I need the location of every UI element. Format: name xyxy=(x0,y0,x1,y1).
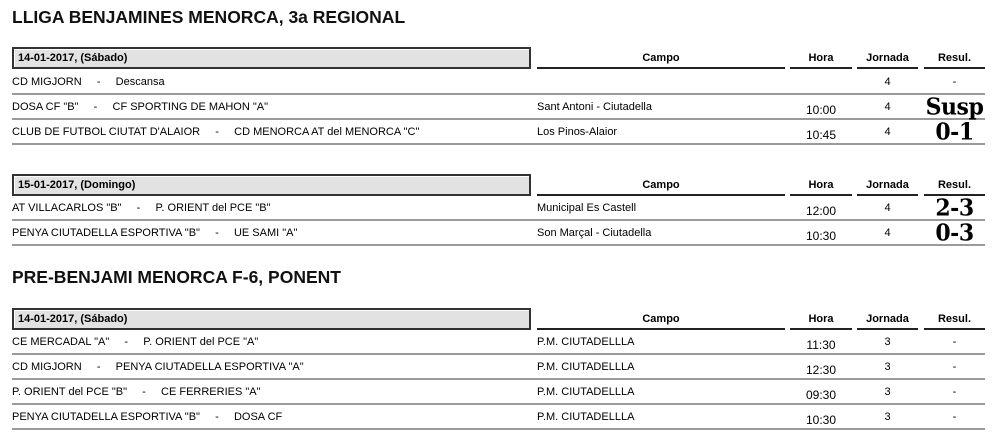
separator: - xyxy=(96,76,101,88)
competition-title: LLIGA BENJAMINES MENORCA, 3a REGIONAL xyxy=(12,7,406,27)
home-team: AT VILLACARLOS "B" xyxy=(12,202,122,214)
match-round: 4 xyxy=(884,227,891,239)
away-team: DOSA CF xyxy=(233,411,283,423)
separator: - xyxy=(124,336,129,348)
match-result: - xyxy=(952,361,957,373)
match-teams xyxy=(12,126,419,138)
day-header xyxy=(0,308,1000,330)
match-row xyxy=(12,70,985,95)
away-team: P. ORIENT del PCE "B" xyxy=(155,202,271,214)
match-time: 10:30 xyxy=(805,413,837,427)
match-time: 10:45 xyxy=(805,128,837,142)
match-teams xyxy=(12,76,165,88)
match-result: - xyxy=(952,411,957,423)
date-label: 14-01-2017, (Sábado) xyxy=(12,308,531,330)
away-team: CE FERRERIES "A" xyxy=(161,386,261,398)
home-team: PENYA CIUTADELLA ESPORTIVA "B" xyxy=(12,227,200,239)
match-time: 10:00 xyxy=(805,103,837,117)
match-field: Municipal Es Castell xyxy=(537,202,637,214)
match-round: 3 xyxy=(884,336,891,348)
match-result: 0-1 xyxy=(935,118,974,146)
match-teams xyxy=(12,386,261,398)
match-field: P.M. CIUTADELLLA xyxy=(537,336,635,348)
match-row xyxy=(12,330,985,355)
match-round: 3 xyxy=(884,386,891,398)
competition-title: PRE-BENJAMI MENORCA F-6, PONENT xyxy=(12,267,341,287)
match-row xyxy=(12,221,985,246)
match-teams xyxy=(12,411,282,423)
home-team: DOSA CF "B" xyxy=(12,101,79,113)
column-header-jornada: Jornada xyxy=(857,47,918,69)
column-header-result: Resul. xyxy=(924,308,985,330)
match-row xyxy=(12,355,985,380)
home-team: PENYA CIUTADELLA ESPORTIVA "B" xyxy=(12,411,200,423)
home-team: CD MIGJORN xyxy=(12,361,82,373)
match-time: 12:30 xyxy=(805,363,837,377)
match-result: - xyxy=(952,336,957,348)
match-row xyxy=(12,95,985,120)
match-round: 4 xyxy=(884,202,891,214)
home-team: P. ORIENT del PCE "B" xyxy=(12,386,128,398)
match-time: 10:30 xyxy=(805,229,837,243)
match-row xyxy=(12,120,985,145)
match-teams xyxy=(12,202,271,214)
match-row xyxy=(12,405,985,430)
away-team: CD MENORCA AT del MENORCA "C" xyxy=(234,126,420,138)
column-header-jornada: Jornada xyxy=(857,174,918,196)
match-round: 4 xyxy=(884,76,891,88)
match-field: Sant Antoni - Ciutadella xyxy=(537,101,652,113)
match-field: P.M. CIUTADELLLA xyxy=(537,386,635,398)
separator: - xyxy=(142,386,146,398)
away-team: Descansa xyxy=(115,76,165,88)
separator: - xyxy=(136,202,141,214)
column-header-jornada: Jornada xyxy=(857,308,918,330)
separator: - xyxy=(215,227,219,239)
away-team: PENYA CIUTADELLA ESPORTIVA "A" xyxy=(115,361,304,373)
match-row xyxy=(12,380,985,405)
match-field: Son Marçal - Ciutadella xyxy=(537,227,652,239)
away-team: CF SPORTING DE MAHON "A" xyxy=(112,101,269,113)
column-header-hora: Hora xyxy=(790,308,852,330)
match-round: 4 xyxy=(884,101,891,113)
match-field: P.M. CIUTADELLLA xyxy=(537,361,635,373)
match-teams xyxy=(12,227,297,239)
away-team: P. ORIENT del PCE "A" xyxy=(143,336,259,348)
column-header-hora: Hora xyxy=(790,174,852,196)
day-header xyxy=(0,174,1000,196)
match-field: Los Pinos-Alaior xyxy=(537,126,618,138)
separator: - xyxy=(215,411,219,423)
date-label: 14-01-2017, (Sábado) xyxy=(12,47,531,69)
column-header-hora: Hora xyxy=(790,47,852,69)
match-round: 3 xyxy=(884,361,891,373)
match-time: 12:00 xyxy=(805,204,837,218)
home-team: CLUB DE FUTBOL CIUTAT D'ALAIOR xyxy=(12,126,201,138)
match-round: 4 xyxy=(884,126,891,138)
column-header-result: Resul. xyxy=(924,47,985,69)
match-result: Susp xyxy=(925,93,984,121)
match-field: P.M. CIUTADELLLA xyxy=(537,411,635,423)
match-result: 0-3 xyxy=(935,219,974,247)
away-team: UE SAMI "A" xyxy=(233,227,298,239)
separator: - xyxy=(96,361,101,373)
column-header-result: Resul. xyxy=(924,174,985,196)
column-header-campo: Campo xyxy=(537,308,785,330)
match-time: 11:30 xyxy=(806,338,836,352)
match-result: 2-3 xyxy=(935,194,974,222)
match-result: - xyxy=(952,76,957,88)
day-header xyxy=(0,47,1000,69)
separator: - xyxy=(93,101,98,113)
column-header-campo: Campo xyxy=(537,47,785,69)
match-teams xyxy=(12,361,304,373)
home-team: CE MERCADAL "A" xyxy=(12,336,110,348)
home-team: CD MIGJORN xyxy=(12,76,82,88)
match-result: - xyxy=(952,386,957,398)
date-label: 15-01-2017, (Domingo) xyxy=(12,174,531,196)
match-time: 09:30 xyxy=(805,388,837,402)
column-header-campo: Campo xyxy=(537,174,785,196)
match-round: 3 xyxy=(884,411,891,423)
match-teams xyxy=(12,336,258,348)
match-row xyxy=(12,196,985,221)
match-teams xyxy=(12,101,268,113)
separator: - xyxy=(215,126,219,138)
